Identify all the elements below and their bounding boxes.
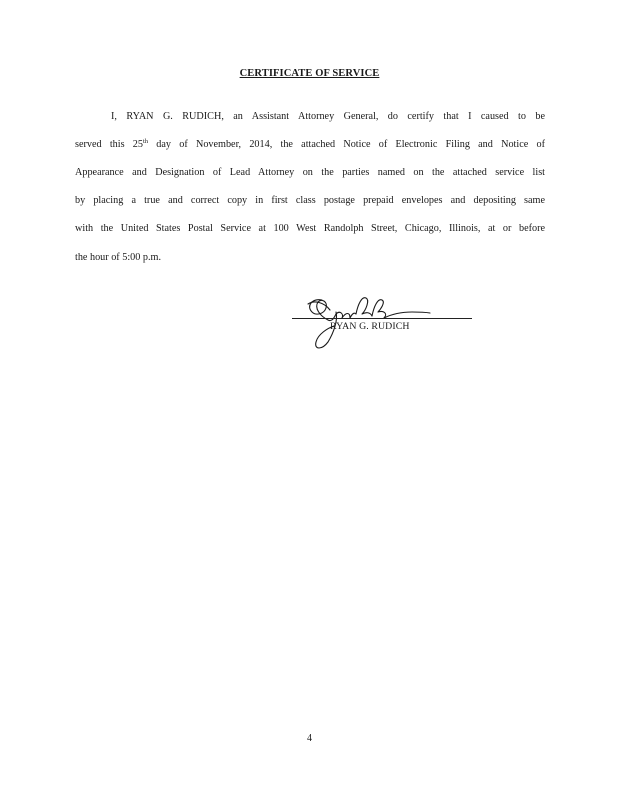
certificate-paragraph-line-6: the hour of 5:00 p.m. — [75, 252, 162, 263]
date-ordinal-suffix: th — [142, 138, 149, 145]
certificate-paragraph-line-1: I, RYAN G. RUDICH, an Assistant Attorney General, do certify that I caused to be — [111, 111, 545, 122]
certificate-paragraph-line-4: by placing a true and correct copy in first class postage prepaid envelopes and depositing same — [75, 195, 545, 206]
certificate-paragraph-line-5: with the United States Postal Service at 100 West Randolph Street, Chicago, Illinois, at or before — [75, 223, 545, 234]
certificate-paragraph-line-3: Appearance and Designation of Lead Attorney on the parties named on the attached service list — [75, 167, 545, 178]
service-date-rest: day of November, 2014, the attached Notice of Electronic Filing and Notice of — [148, 139, 545, 150]
document-title: CERTIFICATE OF SERVICE — [239, 68, 380, 79]
signatory-name: RYAN G. RUDICH — [330, 321, 410, 332]
signature-line — [292, 318, 472, 319]
certificate-paragraph-line-2 — [75, 139, 545, 151]
page-number: 4 — [307, 733, 312, 744]
service-date-prefix: served this 25 — [75, 139, 143, 150]
